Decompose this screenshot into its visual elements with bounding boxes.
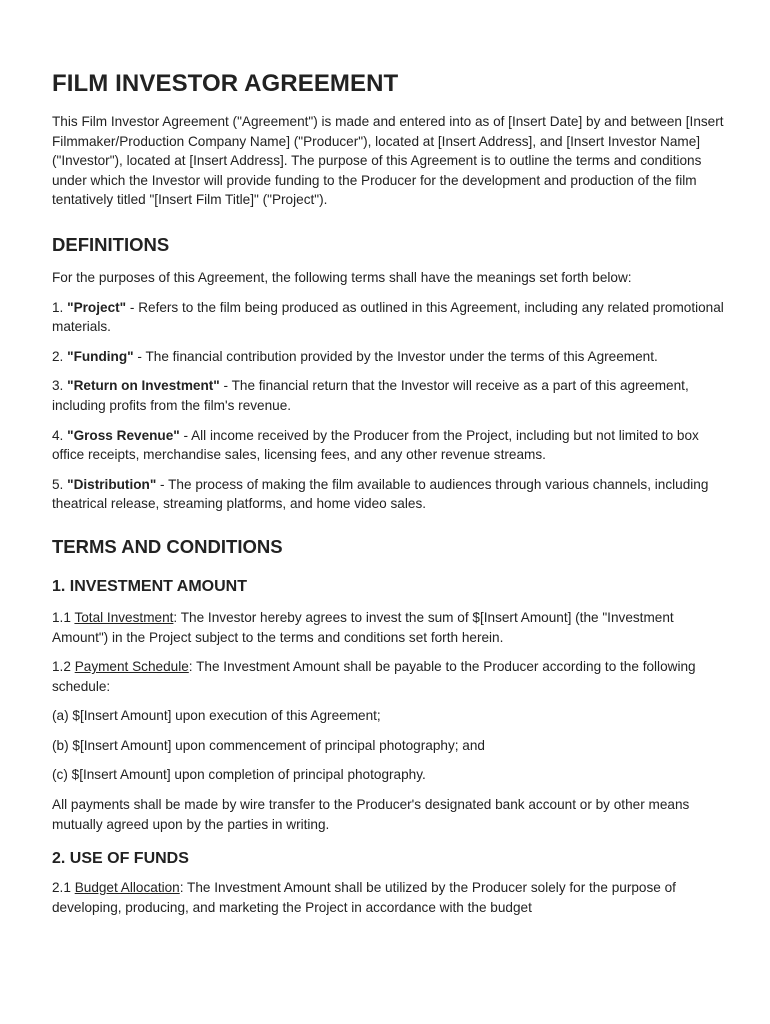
definitions-heading: DEFINITIONS [52, 233, 170, 255]
investment-heading: 1. INVESTMENT AMOUNT [52, 577, 247, 595]
definition-term: "Funding" [67, 348, 134, 364]
definition-text: - Refers to the film being produced as outlined in this Agreement, including any related promotional materials. [52, 299, 724, 335]
clause-label: Payment Schedule [74, 659, 189, 675]
definition-term: "Project" [67, 299, 127, 315]
document-title: FILM INVESTOR AGREEMENT [52, 70, 399, 97]
clause-text: : The Investment Amount shall be utilized by the Producer solely for the purpose of developing, producing, and marketing the Project in accordance with the budget [52, 880, 676, 915]
clause-number: 2.1 [52, 880, 75, 896]
use-of-funds-heading: 2. USE OF FUNDS [52, 850, 189, 868]
definition-text: - All income received by the Producer from the Project, including but not limited to box office receipts, merchandise sales, licensing fees, and any other revenue streams. [52, 427, 699, 463]
definition-term: "Return on Investment" [67, 378, 220, 394]
clause-label: Budget Allocation [74, 880, 180, 896]
definition-text: - The process of making the film available to audiences through various channels, including theatrical release, streaming platforms, and home video sales. [52, 476, 709, 512]
definition-item [52, 475, 724, 514]
definition-number: 2. [52, 348, 64, 364]
definition-text: - The financial contribution provided by the Investor under the terms of this Agreement. [133, 348, 658, 364]
clause-1-1 [52, 608, 724, 647]
clause-text: : The Investor hereby agrees to invest the sum of $[Insert Amount] (the "Investment Amount") in the Project subject to the terms and conditions set forth herein. [52, 609, 674, 645]
schedule-item-c: (c) $[Insert Amount] upon completion of principal photography. [52, 767, 426, 783]
clause-text: : The Investment Amount shall be payable to the Producer according to the following schedule: [52, 659, 696, 694]
schedule-item-b: (b) $[Insert Amount] upon commencement of principal photography; and [52, 737, 485, 753]
definition-item [52, 376, 724, 415]
terms-heading: TERMS AND CONDITIONS [52, 535, 283, 557]
definition-item [52, 347, 724, 367]
definitions-lead: For the purposes of this Agreement, the following terms shall have the meanings set forth below: [52, 269, 632, 285]
schedule-item-a: (a) $[Insert Amount] upon execution of this Agreement; [52, 708, 381, 724]
definition-number: 3. [52, 378, 64, 394]
payments-paragraph: All payments shall be made by wire transfer to the Producer's designated bank account or by other means mutually agreed upon by the parties in writing. [52, 797, 690, 832]
definition-term: "Distribution" [67, 476, 157, 492]
clause-2-1 [52, 878, 724, 917]
clause-label: Total Investment [74, 609, 174, 625]
intro-paragraph: This Film Investor Agreement ("Agreement") is made and entered into as of [Insert Date] by and between [Insert Filmmaker/Production Company Name] ("Producer"), located at [Insert Address], and [Insert Investor Name] ("Investor"), located at [Insert Address]. The purpose of this Agreement is to outline the terms and conditions under which the Investor will provide funding to the Producer for the development and production of the film tentatively titled "[Insert Film Title]" ("Project"). [52, 114, 724, 208]
definition-number: 5. [52, 476, 64, 492]
clause-number: 1.1 [52, 609, 75, 625]
definition-term: "Gross Revenue" [67, 427, 180, 443]
definition-number: 4. [52, 427, 64, 443]
document-content [52, 70, 724, 927]
definition-item [52, 426, 724, 465]
definition-number: 1. [52, 299, 64, 315]
clause-number: 1.2 [52, 659, 75, 675]
definition-text: - The financial return that the Investor will receive as a part of this agreement, including profits from the film's revenue. [52, 378, 689, 413]
definition-item [52, 298, 724, 337]
clause-1-2 [52, 657, 724, 696]
